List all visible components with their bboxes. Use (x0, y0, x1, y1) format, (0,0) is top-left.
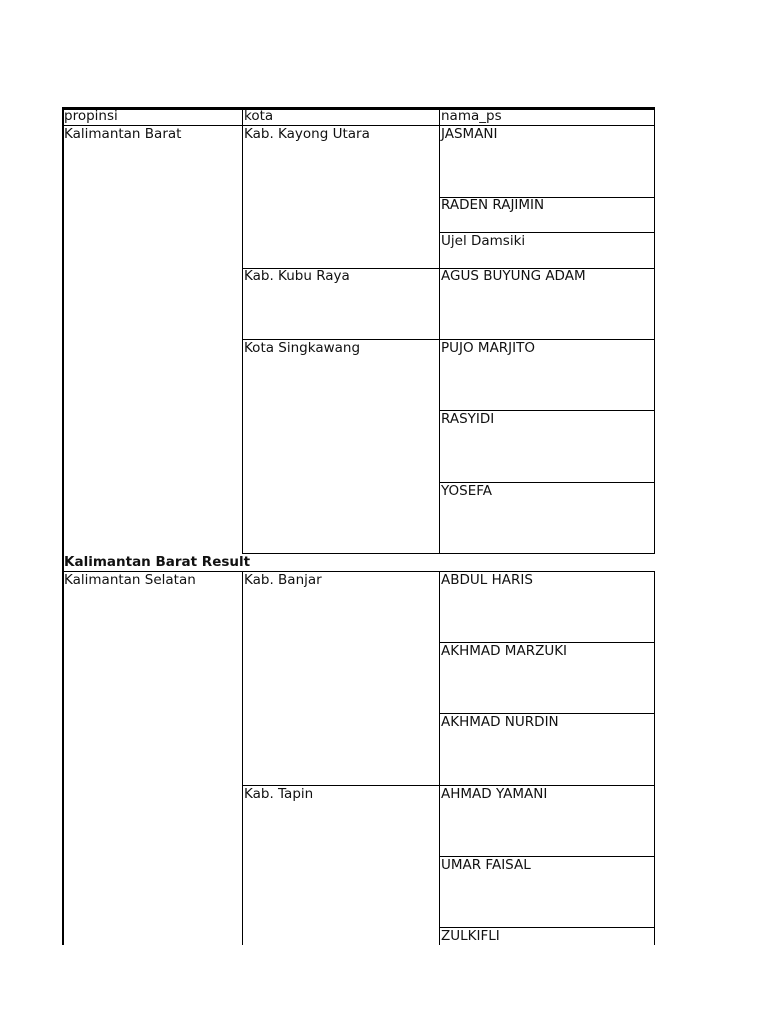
kota-cell: Kab. Kayong Utara (244, 126, 370, 142)
kota-cell: Kab. Tapin (244, 786, 314, 802)
nama-ps-cell: ZULKIFLI (441, 928, 500, 944)
left-border-group2 (62, 571, 64, 945)
nama-ps-cell: YOSEFA (441, 483, 492, 499)
nama-ps-cell: ABDUL HARIS (441, 572, 533, 588)
nama-ps-cell: AKHMAD NURDIN (441, 714, 559, 730)
kota-cell: Kota Singkawang (244, 340, 361, 356)
propinsi-cell: Kalimantan Barat (64, 126, 182, 142)
nama-ps-cell: AGUS BUYUNG ADAM (441, 268, 586, 284)
group-result-label: Kalimantan Barat Result (64, 554, 251, 570)
nama-ps-cell: PUJO MARJITO (441, 340, 536, 356)
kota-cell: Kab. Banjar (244, 572, 322, 588)
col-divider-nama-group1 (439, 107, 440, 554)
right-border-group1 (654, 107, 655, 554)
right-border-group2 (654, 571, 655, 945)
table-top-border (62, 107, 655, 110)
col-divider-kota-group2 (242, 571, 243, 945)
nama-ps-cell: AHMAD YAMANI (441, 786, 548, 802)
nama-ps-cell: RASYIDI (441, 411, 495, 427)
nama-ps-cell: RADEN RAJIMIN (441, 197, 545, 213)
kota-cell: Kab. Kubu Raya (244, 268, 350, 284)
col-divider-nama-group2 (439, 571, 440, 945)
propinsi-cell: Kalimantan Selatan (64, 572, 196, 588)
nama-ps-cell: UMAR FAISAL (441, 857, 531, 873)
header-propinsi: propinsi (64, 108, 118, 124)
nama-ps-cell: Ujel Damsiki (441, 233, 526, 249)
left-border-result (62, 554, 64, 571)
col-divider-kota-group1 (242, 107, 243, 554)
header-kota: kota (244, 108, 274, 124)
left-border-group1 (62, 107, 64, 554)
nama-ps-cell: AKHMAD MARZUKI (441, 643, 568, 659)
header-nama-ps: nama_ps (441, 108, 502, 124)
nama-ps-cell: JASMANI (441, 126, 498, 142)
group1-bottom-border (242, 553, 655, 554)
